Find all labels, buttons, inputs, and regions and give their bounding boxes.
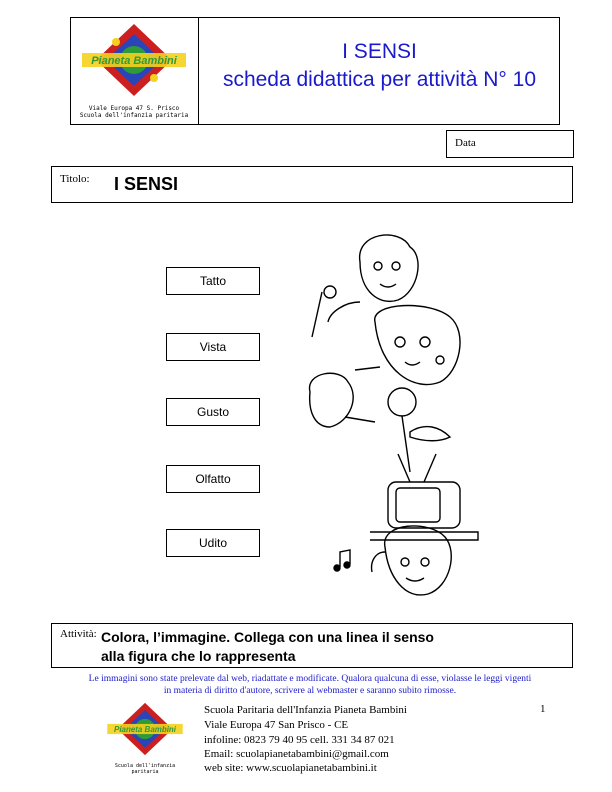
activity-box — [51, 623, 573, 668]
music-notes-icon — [334, 550, 350, 571]
sense-box-gusto[interactable] — [166, 398, 260, 426]
footer-school-logo-icon — [100, 700, 190, 758]
logo-name: Pianeta Bambini — [91, 55, 177, 67]
activity-line1: Colora, l’immagine. Collega con una linea il senso — [101, 629, 434, 645]
sense-box-tatto[interactable] — [166, 267, 260, 295]
footer-logo-name: Pianeta Bambini — [114, 724, 176, 734]
page-subtitle: scheda didattica per attività N° 10 — [222, 68, 537, 91]
activity-line2: alla figura che lo rappresenta — [101, 648, 296, 664]
logo-subtitle: Scuola dell'infanzia paritaria — [79, 112, 189, 119]
footer-email[interactable]: Email: scuolapianetabambini@gmail.com — [204, 748, 389, 760]
activity-label: Attività: — [60, 628, 97, 640]
sense-box-olfatto[interactable] — [166, 465, 260, 493]
title-box — [51, 166, 573, 203]
senses-illustration — [300, 222, 480, 612]
school-logo-icon — [74, 20, 194, 100]
disclaimer-line1: Le immagini sono state prelevate dal web, riadattate e modificate. Qualora qualcuna di esse, violasse le leggi vigenti — [88, 674, 532, 684]
page-title: I SENSI — [342, 40, 417, 63]
footer-logo — [100, 700, 190, 775]
footer-school: Scuola Paritaria dell'Infanzia Pianeta Bambini — [204, 704, 407, 716]
title-value: I SENSI — [114, 174, 179, 194]
sense-label: Olfatto — [195, 472, 231, 486]
footer-logo-subtitle: Scuola dell'infanzia paritaria — [114, 763, 176, 775]
woman-sight-figure — [355, 306, 460, 385]
date-label: Data — [455, 137, 476, 149]
footer-address: Viale Europa 47 San Prisco - CE — [204, 719, 349, 731]
sense-box-vista[interactable] — [166, 333, 260, 361]
child-touch-figure — [312, 235, 418, 337]
footer-website[interactable]: web site: www.scuolapianetabambini.it — [204, 762, 377, 774]
disclaimer-line2: in materia di diritto d'autore, scrivere al webmaster e saranno subito rimosse. — [163, 686, 457, 696]
sense-label: Udito — [198, 536, 227, 550]
header-logo — [74, 20, 194, 122]
sense-label: Gusto — [196, 405, 229, 419]
child-taste-figure — [310, 373, 450, 472]
footer-phone: infoline: 0823 79 40 95 cell. 331 34 87 021 — [204, 734, 395, 746]
page-number: 1 — [540, 703, 546, 715]
sense-box-udito[interactable] — [166, 529, 260, 557]
date-box[interactable] — [446, 130, 574, 158]
disclaimer — [30, 673, 590, 697]
sense-label: Tatto — [199, 274, 226, 288]
title-label: Titolo: — [60, 173, 90, 185]
logo-address: Viale Europa 47 S. Prisco — [88, 105, 180, 112]
child-hearing-figure — [372, 526, 452, 595]
sense-label: Vista — [199, 340, 227, 354]
